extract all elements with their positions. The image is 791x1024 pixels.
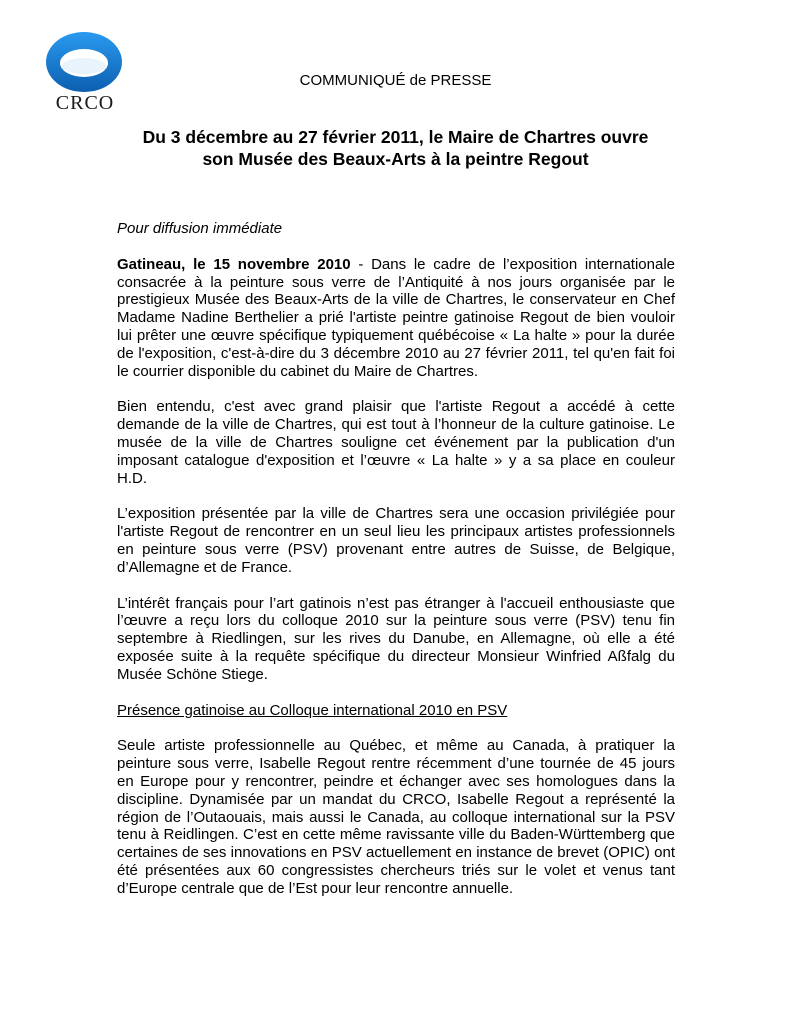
title-line-1: Du 3 décembre au 27 février 2011, le Maire de Chartres ouvre (142, 127, 649, 147)
paragraph-1-body: - Dans le cadre de l’exposition internationale consacrée à la peinture sous verre de l’Antiquité à nos jours organisée par le prestigieux Musée des Beaux-Arts de la ville de Chartres, le conservateur en Chef Madame Nadine Berthelier a prié l'artiste peintre gatinoise Regout de bien vouloir lui prêter une œuvre spécifique typiquement québécoise « La halte » pour la durée de l'exposition, c'est-à-dire du 3 décembre 2010 au 27 février 2011, tel qu'en fait foi le courrier disponible du cabinet du Maire de Chartres. (117, 255, 675, 380)
paragraph-1 (117, 256, 675, 381)
release-note: Pour diffusion immédiate (117, 220, 283, 237)
logo-text: CRCO (55, 92, 115, 114)
paragraph-5: Seule artiste professionnelle au Québec, et même au Canada, à pratiquer la peinture sous verre, Isabelle Regout rentre récemment d’une tournée de 45 jours en Europe pour y rencontrer, peindre et échanger avec ses homologues dans la discipline. Dynamisée par un mandat du CRCO, Isabelle Regout a représenté la région de l’Outaouais, mais aussi le Canada, au colloque international sur la PSV tenu à Reidlingen. C’est en cette même ravissante ville du Baden-Württemberg que certaines de ses innovations en PSV actuellement en instance de brevet (OPIC) ont été présentées aux 60 congressistes chercheurs triés sur le volet et venus tant d’Europe centrale que de l’Est pour leur rencontre annuelle. (117, 737, 675, 897)
page-title (100, 126, 691, 170)
title-line-2: son Musée des Beaux-Arts à la peintre Regout (202, 149, 589, 169)
paragraph-2: Bien entendu, c'est avec grand plaisir que l'artiste Regout a accédé à cette demande de la ville de Chartres, qui est tout à l’honneur de la culture gatinoise. Le musée de la ville de Chartres souligne cet événement par la publication d'un imposant catalogue d'exposition et l’œuvre « La halte » y a sa place en couleur H.D. (117, 398, 675, 487)
press-release-label: COMMUNIQUÉ de PRESSE (299, 72, 492, 89)
section-heading: Présence gatinoise au Colloque international 2010 en PSV (117, 701, 508, 719)
article-body (117, 220, 675, 916)
paragraph-3: L’exposition présentée par la ville de Chartres sera une occasion privilégiée pour l'artiste Regout de rencontrer en un seul lieu les principaux artistes professionnels en peinture sous verre (PSV) provenant entre autres de Suisse, de Belgique, d’Allemagne et de France. (117, 505, 675, 576)
dateline: Gatineau, le 15 novembre 2010 (117, 255, 351, 273)
paragraph-4: L’intérêt français pour l’art gatinois n’est pas étranger à l'accueil enthousiaste que l’œuvre a reçu lors du colloque 2010 sur la peinture sous verre (PSV) tenu fin septembre à Riedlingen, sur les rives du Danube, en Allemagne, où elle a été exposée suite à la requête spécifique du directeur Monsieur Winfried Aßfalg du Musée Schöne Stiege. (117, 594, 675, 683)
